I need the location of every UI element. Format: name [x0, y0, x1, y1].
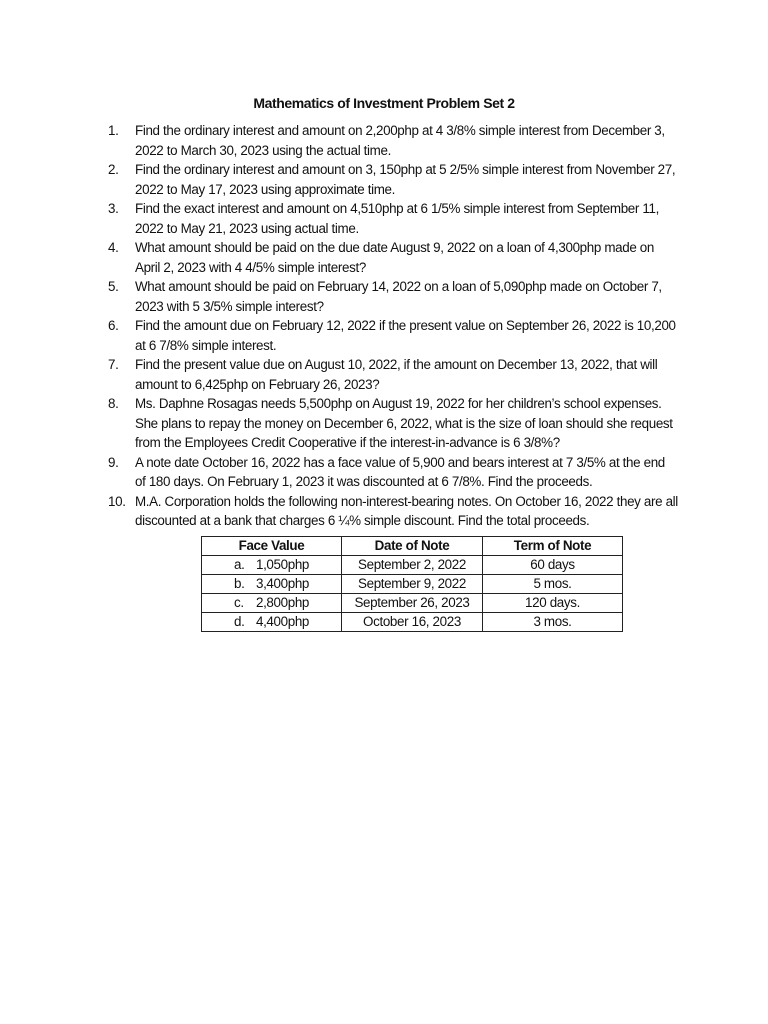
face-value-cell [202, 594, 342, 613]
row-letter: d. [233, 614, 245, 629]
problem-item [108, 199, 678, 238]
problem-item [108, 492, 678, 531]
problem-item [108, 355, 678, 394]
problem-item [108, 316, 678, 355]
problem-text: Find the exact interest and amount on 4,510php at 6 1/5% simple interest from September 11, 2022 to May 21, 2023 using actual time. [135, 201, 659, 236]
problem-item [108, 238, 678, 277]
term-of-note-cell: 5 mos. [483, 575, 623, 594]
problem-number: 3. [108, 201, 119, 216]
term-of-note-cell: 120 days. [483, 594, 623, 613]
notes-table [201, 536, 623, 632]
term-of-note-cell: 3 mos. [483, 613, 623, 632]
face-value-cell [202, 575, 342, 594]
problem-number: 10. [108, 493, 126, 509]
table-row [202, 594, 623, 613]
problem-number: 8. [108, 396, 119, 411]
face-value: 4,400php [255, 614, 310, 629]
document-title: Mathematics of Investment Problem Set 2 [253, 95, 515, 111]
date-of-note-cell: September 26, 2023 [342, 594, 483, 613]
problem-text: Find the present value due on August 10, 2022, if the amount on December 13, 2022, that will amount to 6,425php on February 26, 2023? [135, 357, 658, 392]
column-header-term-of-note: Term of Note [483, 537, 623, 556]
table-row [202, 556, 623, 575]
problem-item [108, 121, 678, 160]
problem-item [108, 394, 678, 453]
problem-text: What amount should be paid on February 14, 2022 on a loan of 5,090php made on October 7, 2023 with 5 3/5% simple interest? [135, 279, 662, 314]
problem-text: Find the amount due on February 12, 2022 if the present value on September 26, 2022 is 10,200 at 6 7/8% simple interest. [135, 318, 676, 353]
problem-number: 7. [108, 357, 119, 372]
problem-number: 5. [108, 279, 119, 294]
problem-item [108, 277, 678, 316]
problem-text: Find the ordinary interest and amount on 3, 150php at 5 2/5% simple interest from November 27, 2022 to May 17, 2023 using approximate time. [135, 162, 676, 197]
face-value-cell [202, 556, 342, 575]
problem-text: A note date October 16, 2022 has a face value of 5,900 and bears interest at 7 3/5% at the end of 180 days. On February 1, 2023 it was discounted at 6 7/8%. Find the proceeds. [135, 454, 665, 489]
term-of-note-cell: 60 days [483, 556, 623, 575]
problem-item [108, 160, 678, 199]
problem-number: 1. [108, 123, 119, 138]
table-header-row [202, 537, 623, 556]
problem-item [108, 453, 678, 492]
problem-number: 9. [108, 454, 119, 470]
face-value: 1,050php [255, 557, 310, 572]
row-letter: a. [233, 557, 245, 572]
column-header-face-value: Face Value [202, 537, 342, 556]
column-header-date-of-note: Date of Note [342, 537, 483, 556]
problem-text: Find the ordinary interest and amount on 2,200php at 4 3/8% simple interest from December 3, 2022 to March 30, 2023 using the actual time. [135, 123, 665, 158]
problem-number: 4. [108, 240, 119, 255]
row-letter: c. [233, 595, 244, 610]
date-of-note-cell: September 9, 2022 [342, 575, 483, 594]
problem-text: M.A. Corporation holds the following non-interest-bearing notes. On October 16, 2022 they are all discounted at a bank that charges 6 ¼% simple discount. Find the total proceeds. [135, 493, 678, 528]
problem-list [108, 121, 678, 531]
face-value: 2,800php [255, 595, 310, 610]
face-value-cell [202, 613, 342, 632]
face-value: 3,400php [255, 576, 310, 591]
problem-number: 2. [108, 162, 119, 177]
table-row [202, 613, 623, 632]
date-of-note-cell: September 2, 2022 [342, 556, 483, 575]
date-of-note-cell: October 16, 2023 [342, 613, 483, 632]
problem-number: 6. [108, 318, 119, 333]
row-letter: b. [233, 576, 245, 591]
problem-text: Ms. Daphne Rosagas needs 5,500php on August 19, 2022 for her children’s school expenses. She plans to repay the money on December 6, 2022, what is the size of loan should she request from the Employees Credit Cooperative if the interest-in-advance is 6 3/8%? [135, 396, 673, 450]
problem-text: What amount should be paid on the due date August 9, 2022 on a loan of 4,300php made on April 2, 2023 with 4 4/5% simple interest? [135, 240, 654, 275]
table-row [202, 575, 623, 594]
